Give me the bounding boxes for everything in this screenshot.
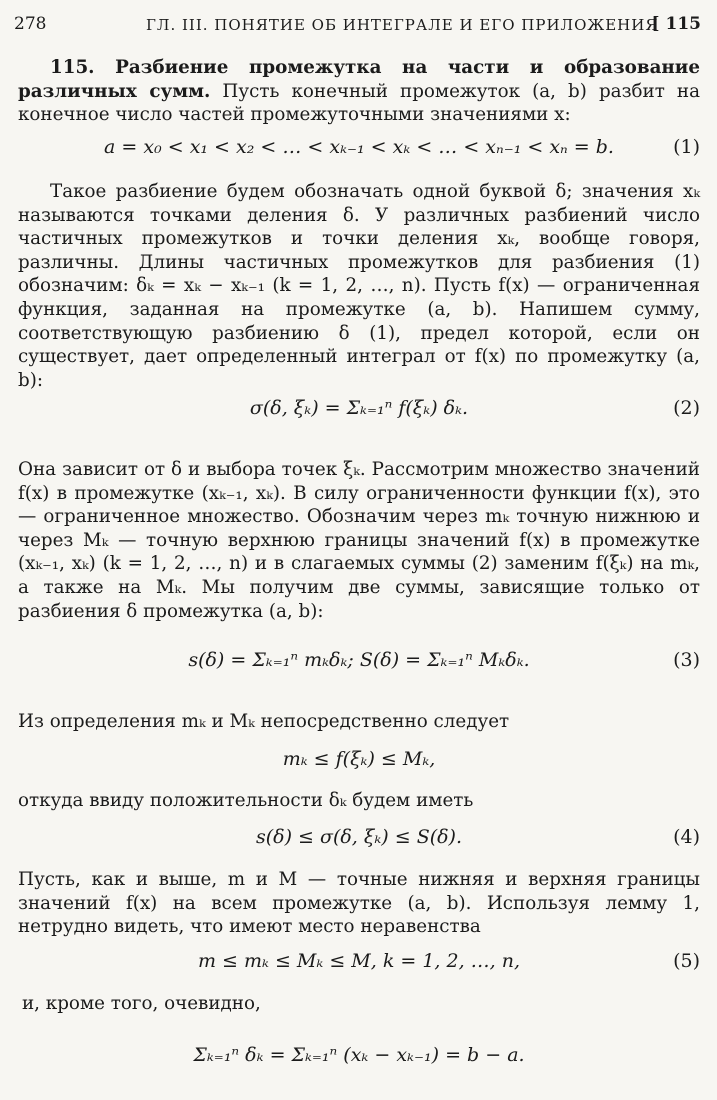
section-heading: 115. Разбиение промежутка на части и образование различных сумм. xyxy=(18,57,700,102)
page-number: 278 xyxy=(14,14,47,34)
equation-3-body: s(δ) = Σₖ₌₁ⁿ mₖδₖ; S(δ) = Σₖ₌₁ⁿ Mₖδₖ. xyxy=(188,649,530,671)
equation-1-body: a = x₀ < x₁ < x₂ < … < xₖ₋₁ < xₖ < … < xₙ₋₁ < xₙ = b. xyxy=(104,136,614,158)
inequality-mk-body: mₖ ≤ f(ξₖ) ≤ Mₖ, xyxy=(282,748,436,770)
equation-sum-lengths-body: Σₖ₌₁ⁿ δₖ = Σₖ₌₁ⁿ (xₖ − xₖ₋₁) = b − a. xyxy=(193,1044,525,1066)
equation-sum-lengths xyxy=(18,1034,700,1088)
section-intro-text: Пусть конечный промежуток (a, b) разбит на конечное число частей промежуточными значениями x: xyxy=(18,80,700,126)
equation-4 xyxy=(18,826,700,856)
inequality-mk xyxy=(18,748,700,778)
equation-5-body: m ≤ mₖ ≤ Mₖ ≤ M, k = 1, 2, …, n, xyxy=(197,950,521,972)
running-title: ГЛ. III. ПОНЯТИЕ ОБ ИНТЕГРАЛЕ И ЕГО ПРИЛОЖЕНИЯ xyxy=(146,16,659,34)
equation-3 xyxy=(18,637,700,691)
paragraph-positivity: откуда ввиду положительности δₖ будем иметь xyxy=(18,790,474,811)
section-intro xyxy=(18,56,700,127)
section-marker: [ 115 xyxy=(651,14,701,34)
paragraph-partition: Такое разбиение будем обозначать одной буквой δ; значения xₖ называются точками деления δ. У различных разбиений число частичных промежутков и точки деления xₖ, вообще говоря, различны. Длины частичных промежутков для разбиения (1) обозначим: δₖ = xₖ − xₖ₋₁ (k = 1, 2, …, n). Пусть f(x) — ограниченная функция, заданная на промежутке (a, b). Напишем сумму, соответствующую разбиению δ (1), предел которой, если он существует, дает определенный интеграл от f(x) по промежутку (a, b): xyxy=(18,181,700,391)
paragraph-bounds: Она зависит от δ и выбора точек ξₖ. Рассмотрим множество значений f(x) в промежутке (xₖ₋₁, xₖ). В силу ограниченности функции f(x), это — ограниченное множество. Обозначим через mₖ точную нижнюю и через Mₖ — точную верхнюю границы значений f(x) в промежутке (xₖ₋₁, xₖ) (k = 1, 2, …, n) и в слагаемых суммы (2) заменим f(ξₖ) на mₖ, а также на Mₖ. Мы получим две суммы, зависящие только от разбиения δ промежутка (a, b): xyxy=(18,459,700,622)
equation-2-body: σ(δ, ξₖ) = Σₖ₌₁ⁿ f(ξₖ) δₖ. xyxy=(249,397,469,419)
equation-3-number: (3) xyxy=(673,649,700,671)
equation-2-number: (2) xyxy=(673,397,700,419)
paragraph-obvious: и, кроме того, очевидно, xyxy=(22,993,261,1014)
equation-5-number: (5) xyxy=(673,950,700,972)
equation-1 xyxy=(18,136,700,166)
equation-4-number: (4) xyxy=(673,826,700,848)
equation-1-number: (1) xyxy=(673,136,700,158)
paragraph-global-bounds: Пусть, как и выше, m и M — точные нижняя и верхняя границы значений f(x) на всем промежутке (a, b). Используя лемму 1, нетрудно видеть, что имеют место неравенства xyxy=(18,869,700,938)
equation-5 xyxy=(18,950,700,980)
paragraph-definition: Из определения mₖ и Mₖ непосредственно следует xyxy=(18,711,510,732)
equation-4-body: s(δ) ≤ σ(δ, ξₖ) ≤ S(δ). xyxy=(255,826,463,848)
equation-2 xyxy=(18,385,700,439)
running-header xyxy=(14,10,701,40)
